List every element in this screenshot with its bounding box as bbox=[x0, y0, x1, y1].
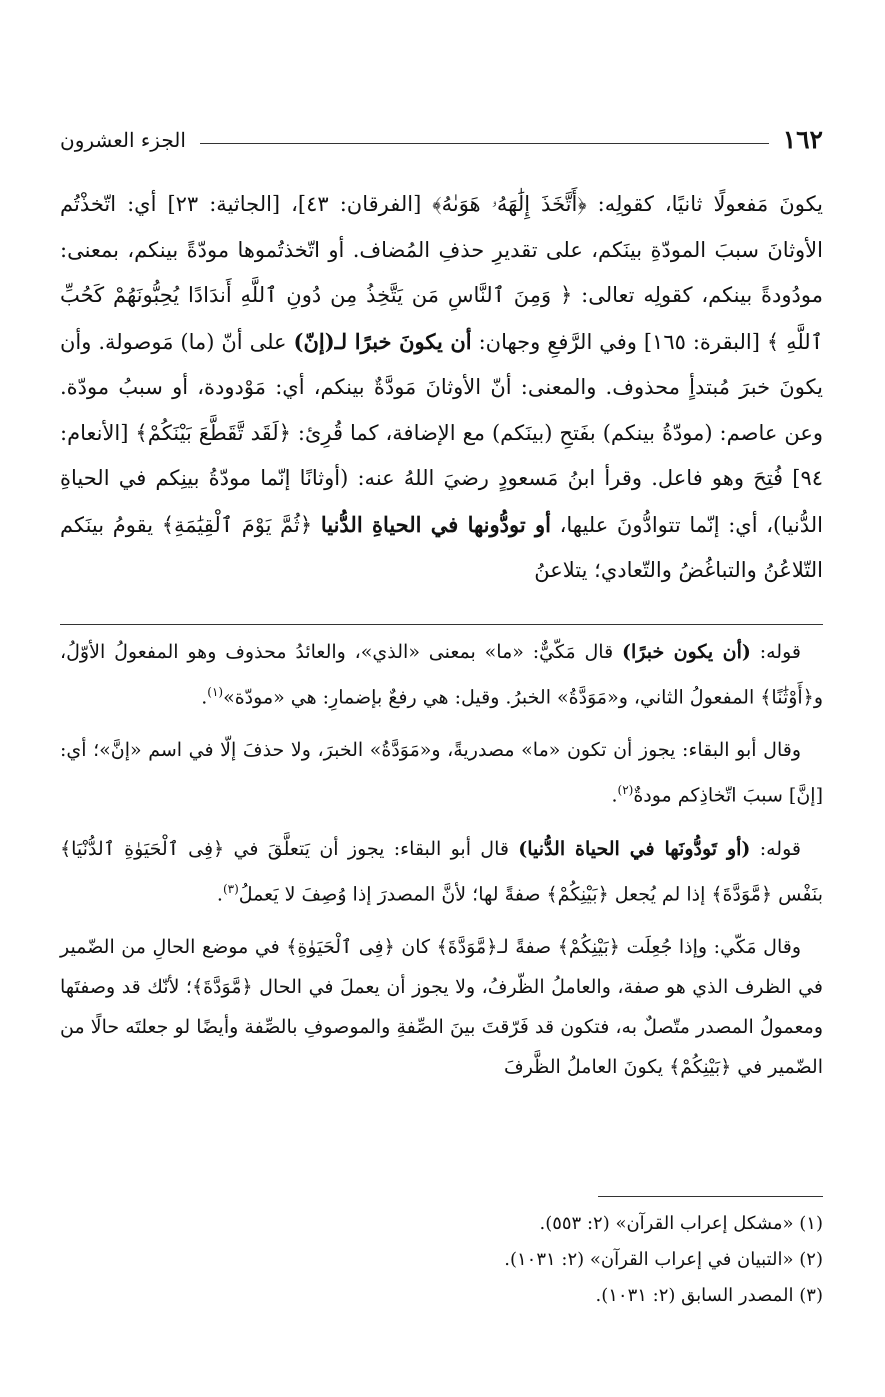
note-paragraph: وقال أبو البقاء: يجوز أن تكون «ما» مصدريةً، و«مَوَدَّةُ» الخبرَ، ولا حذفَ إلّا في اسم «إنَّ»؛ أي: [إنَّ] سببَ اتّخاذِكم مودةٌ$^{(٢)}$. bbox=[60, 739, 823, 807]
header-rule bbox=[200, 143, 769, 144]
running-header bbox=[60, 112, 823, 156]
note-text: قال أبو البقاء: يجوز أن يَتعلَّقَ في ﴿فِى ٱلْحَيَوٰةِ ٱلدُّنْيَا﴾ بنَفْس ﴿مَّوَدَّةَ﴾ إذا لم يُجعل ﴿بَيْنِكُمْ﴾ صفةً لها؛ لأنَّ المصدرَ إذا وُصِفَ لا يَعملُ bbox=[60, 837, 823, 905]
main-commentary-text bbox=[60, 182, 823, 594]
note-lemma: (أن يكون خبرًا) bbox=[622, 641, 751, 663]
note-lead: قوله: bbox=[750, 837, 801, 860]
bold-phrase: أو تودُّونها في الحياةِ الدُّنيا bbox=[320, 511, 551, 537]
note-paragraph: قوله: (أن يكون خبرًا) قال مَكّيٌّ: «ما» بمعنى «الذي»، والعائدُ محذوف وهو المفعولُ الأوّلُ، و﴿أَوْثَٰنًا﴾ المفعولُ الثاني، و«مَوَدَّةُ» الخبرُ. وقيل: هي رفعٌ بإضمارِ: هي «مودّة»$^{(١)}$. bbox=[60, 641, 823, 709]
bold-phrase: أن يكونَ خبرًا لـ(إنّ) bbox=[293, 328, 472, 354]
page-number: ١٦٢ bbox=[782, 125, 823, 154]
footnote-ref: (١) bbox=[207, 685, 224, 699]
note-text: وقال أبو البقاء: يجوز أن تكون «ما» مصدريةً، و«مَوَدَّةُ» الخبرَ، ولا حذفَ إلّا في اسم «إنَّ»؛ أي: [إنَّ] سببَ اتّخاذِكم مودةٌ bbox=[60, 739, 823, 807]
note-lemma: (أو تَودُّونَها في الحياة الدُّنيا) bbox=[518, 837, 751, 860]
running-title: الجزء العشرون bbox=[60, 128, 186, 152]
notes-divider bbox=[60, 624, 823, 625]
footnote: (٢) «التبيان في إعراب القرآن» (٢: ١٠٣١). bbox=[504, 1249, 823, 1270]
main-text-segment: على أنّ (ما) مَوصولة. وأن يكونَ خبرَ مُبتدأٍ محذوف. والمعنى: أنّ الأوثانَ مَودَّةٌ بينكم، أي: مَوْدودة، أو سببُ مودّة. وعن عاصم: (مودّةُ بينكم) بفَتحِ (بينَكم) مع الإضافة، كما قُرِئ: ﴿لَقَد تَّقَطَّعَ بَيْنَكُمْ﴾ [الأنعام: ٩٤] فُتِحَ وهو فاعل. وقرأ ابنُ مَسعودٍ رضيَ اللهُ عنه: (أوثانًا إنّما مودّةُ بينِكم في الحياةِ الدُّنيا)، أي: إنّما تتوادُّونَ عليها، bbox=[60, 329, 824, 537]
note-text: قال مَكّيٌّ: «ما» بمعنى «الذي»، والعائدُ محذوف وهو المفعولُ الأوّلُ، و﴿أَوْثَٰنًا﴾ المفعولُ الثاني، و«مَوَدَّةُ» الخبرُ. وقيل: هي رفعٌ بإضمارِ: هي «مودّة» bbox=[60, 641, 823, 709]
footnote: (٣) المصدر السابق (٢: ١٠٣١). bbox=[595, 1285, 823, 1306]
note-paragraph bbox=[60, 927, 823, 1087]
note-lead: قوله: bbox=[750, 641, 801, 663]
footnote-divider bbox=[598, 1196, 823, 1197]
main-text-segment: ﴿ثُمَّ يَوْمَ ٱلْقِيَٰمَةِ﴾ يقومُ بينَكم التّلاعُنُ والتباغُضُ والتّعادي؛ يتلاعنُ bbox=[60, 512, 823, 582]
footnote: (١) «مشكل إعراب القرآن» (٢: ٥٥٣). bbox=[539, 1213, 823, 1234]
main-paragraph bbox=[60, 182, 823, 594]
marginal-notes bbox=[60, 632, 823, 1100]
note-text: وقال مَكّي: وإذا جُعِلَت ﴿بَيْنِكُمْ﴾ صفةً لـ﴿مَّوَدَّةَ﴾ كان ﴿فِى ٱلْحَيَوٰةِ﴾ في موضع الحالِ من الضّمير في الظرف الذي هو صفة، والعاملُ الظّرفُ، ولا يجوز أن يعملَ في الحال ﴿مَّوَدَّةَ﴾؛ لأنّك قد وصفتَها ومعمولُ المصدر متّصلٌ به، فتكون قد فَرّقتَ بينَ الصِّفةِ والموصوفِ بالصِّفة وأيضًا لو جعلتَه حالًا من الضّمير في ﴿بَيْنِكُمْ﴾ يكونَ العاملُ الظَّرفَ bbox=[60, 935, 823, 1078]
note-paragraph: قوله: (أو تَودُّونَها في الحياة الدُّنيا) قال أبو البقاء: يجوز أن يَتعلَّقَ في ﴿فِى ٱلْحَيَوٰةِ ٱلدُّنْيَا﴾ بنَفْس ﴿مَّوَدَّةَ﴾ إذا لم يُجعل ﴿بَيْنِكُمْ﴾ صفةً لها؛ لأنَّ المصدرَ إذا وُصِفَ لا يَعملُ$^{(٣)}$. bbox=[60, 837, 823, 905]
footnote-ref: (٢) bbox=[617, 783, 634, 798]
footnotes bbox=[60, 1206, 823, 1314]
footnote-ref: (٣) bbox=[222, 881, 239, 896]
main-text-segment: يكونَ مَفعولًا ثانيًا، كقولِه: ﴿أَتَّخَذَ إِلَٰهَهُۥ هَوَىٰهُ﴾ [الفرقان: ٤٣]، [الجاثية: ٢٣] أي: اتّخذْتُم الأوثانَ سببَ المودّةِ بينَكم، على تقديرِ حذفِ المُضاف. أو اتّخذتُموها مودّةً بينكم، بمعنى: مودُودةً بينكم، كقولِه تعالى: ﴿ وَمِنَ ٱلنَّاسِ مَن يَتَّخِذُ مِن دُونِ ٱللَّهِ أَندَادًا يُحِبُّونَهُمْ كَحُبِّ ٱللَّهِ ﴾ [البقرة: ١٦٥] وفي الرَّفعِ وجهان: bbox=[60, 192, 824, 354]
